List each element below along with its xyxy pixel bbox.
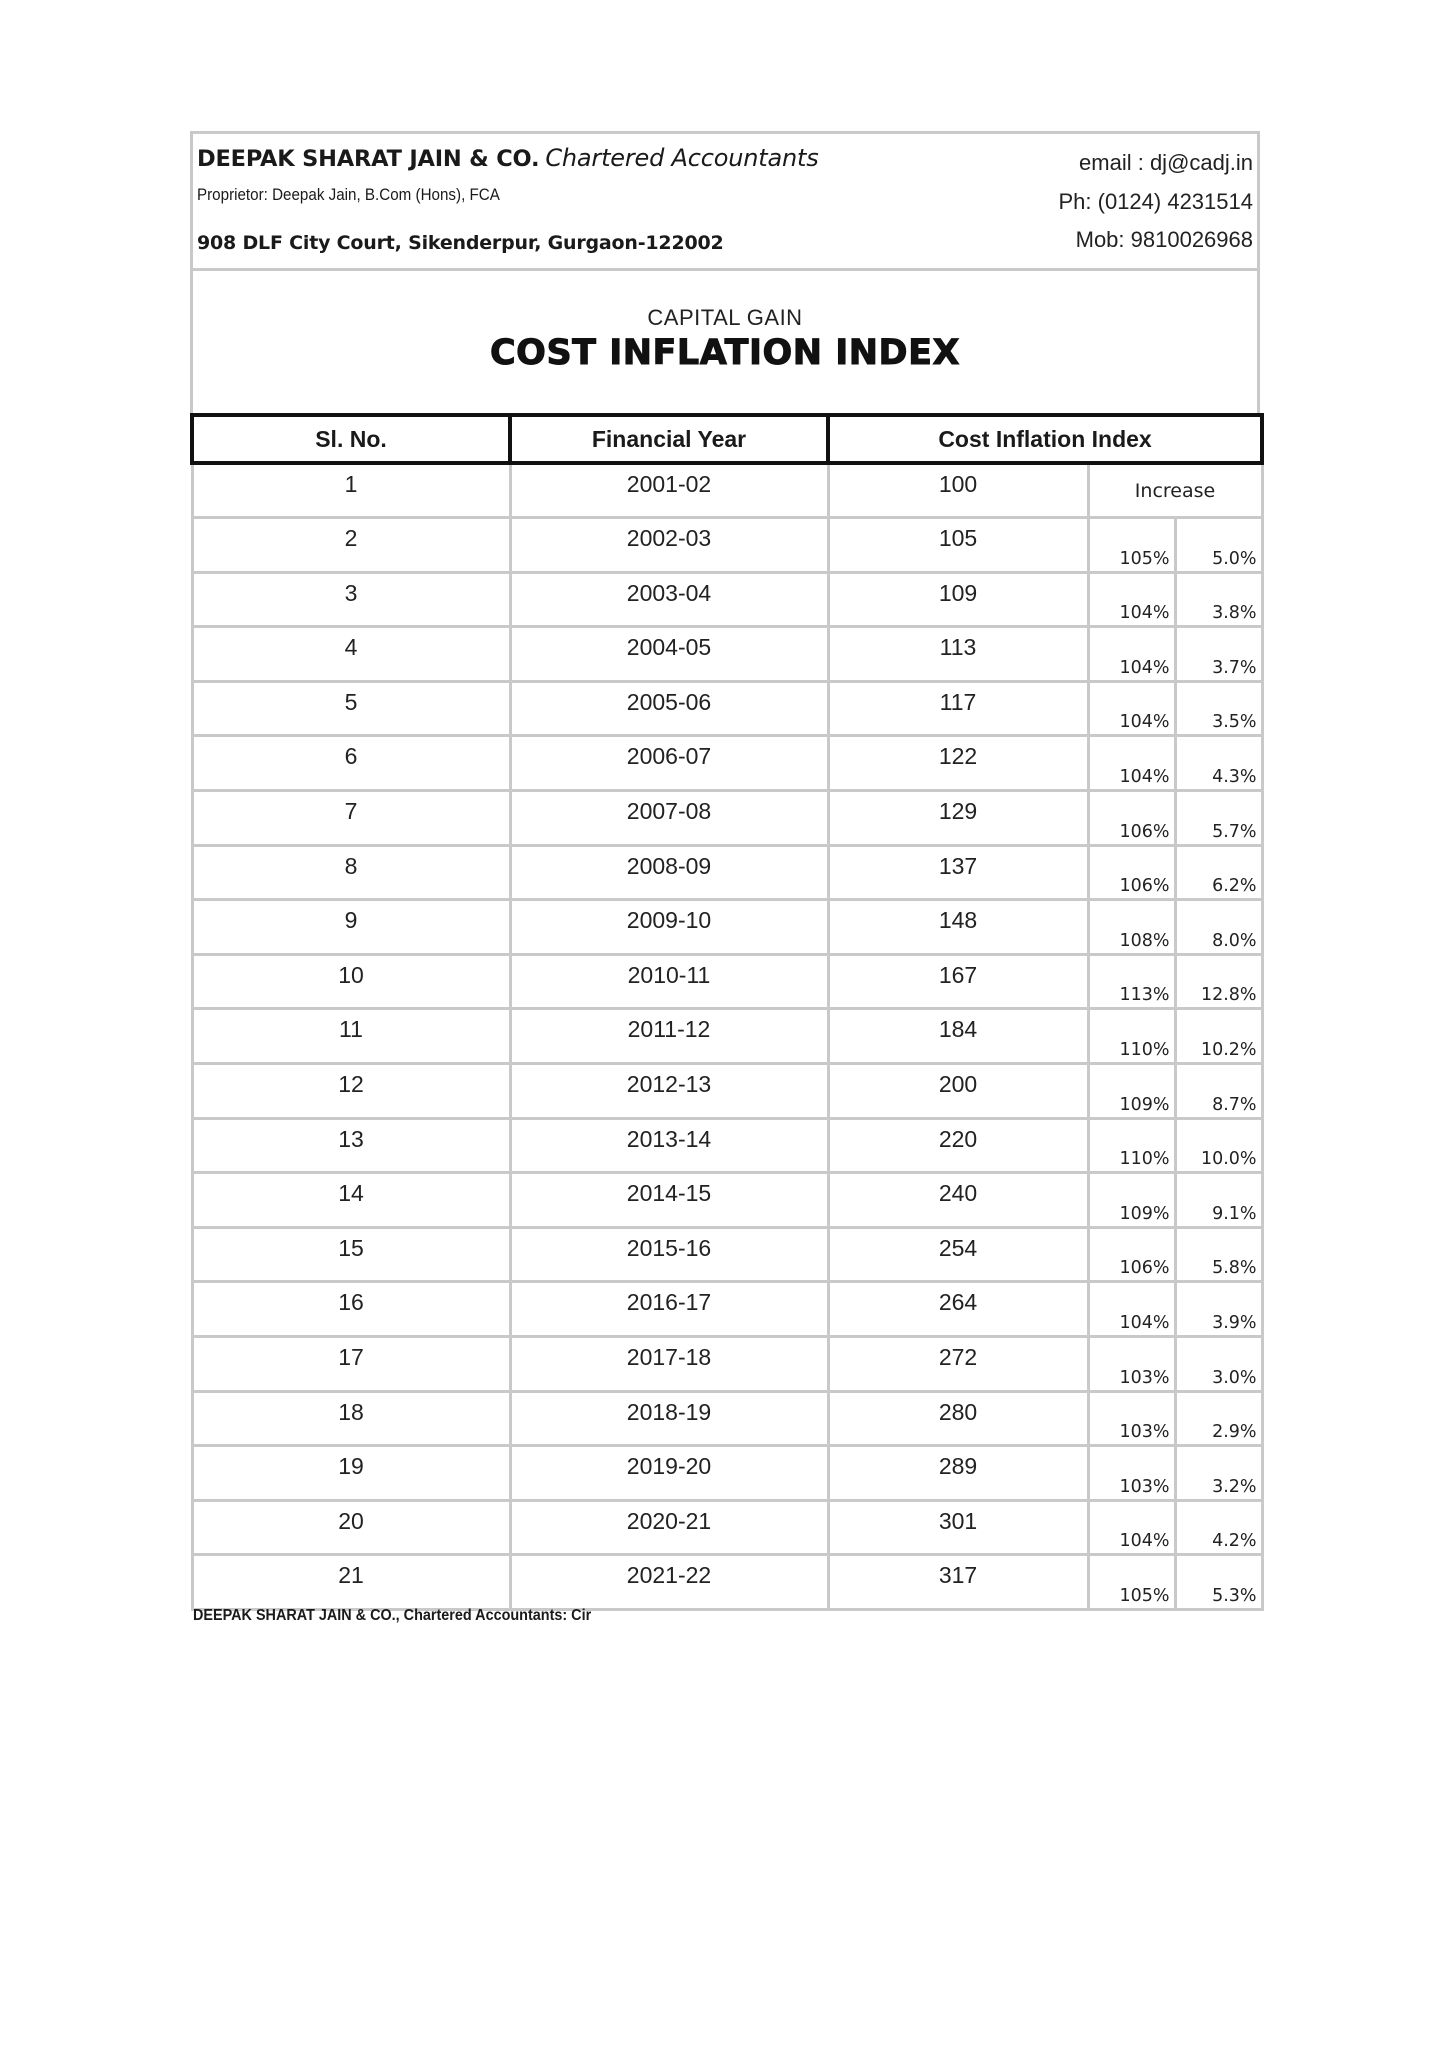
cell-sl-no: 4 xyxy=(192,627,510,682)
cell-increase-ratio: 106% xyxy=(1088,791,1175,846)
table-row xyxy=(192,1064,1262,1119)
firm-type: Chartered Accountants xyxy=(545,144,819,172)
cell-increase-percent: 5.0% xyxy=(1175,518,1262,573)
table-row xyxy=(192,1227,1262,1282)
cell-financial-year: 2007-08 xyxy=(510,791,828,846)
cell-cost-index: 129 xyxy=(828,791,1088,846)
cell-increase-percent: 3.8% xyxy=(1175,572,1262,627)
cell-sl-no: 18 xyxy=(192,1391,510,1446)
cell-increase-percent: 3.7% xyxy=(1175,627,1262,682)
table-row xyxy=(192,1500,1262,1555)
column-header-financial-year: Financial Year xyxy=(510,415,828,463)
cell-increase-ratio: 103% xyxy=(1088,1446,1175,1501)
cell-financial-year: 2004-05 xyxy=(510,627,828,682)
table-row xyxy=(192,1555,1262,1610)
cell-cost-index: 301 xyxy=(828,1500,1088,1555)
cell-sl-no: 2 xyxy=(192,518,510,573)
cell-increase-ratio: 108% xyxy=(1088,900,1175,955)
cell-increase-ratio: 110% xyxy=(1088,1118,1175,1173)
cell-cost-index: 184 xyxy=(828,1009,1088,1064)
table-row xyxy=(192,627,1262,682)
cell-increase-ratio: 103% xyxy=(1088,1337,1175,1392)
firm-address: 908 DLF City Court, Sikenderpur, Gurgaon-122002 xyxy=(197,232,724,254)
cell-sl-no: 15 xyxy=(192,1227,510,1282)
table-row xyxy=(192,954,1262,1009)
proprietor-line: Proprietor: Deepak Jain, B.Com (Hons), FCA xyxy=(197,186,500,204)
cell-increase-percent: 8.0% xyxy=(1175,900,1262,955)
phone-line: Ph: (0124) 4231514 xyxy=(1058,189,1253,214)
table-row xyxy=(192,572,1262,627)
cell-financial-year: 2014-15 xyxy=(510,1173,828,1228)
firm-name: DEEPAK SHARAT JAIN & CO. xyxy=(197,146,540,172)
cell-sl-no: 11 xyxy=(192,1009,510,1064)
column-header-sl-no: Sl. No. xyxy=(192,415,510,463)
cell-increase-percent: 8.7% xyxy=(1175,1064,1262,1119)
cell-sl-no: 19 xyxy=(192,1446,510,1501)
table-row xyxy=(192,900,1262,955)
cell-cost-index: 113 xyxy=(828,627,1088,682)
cell-increase-ratio: 110% xyxy=(1088,1009,1175,1064)
cell-financial-year: 2001-02 xyxy=(510,463,828,518)
cell-increase-percent: 5.8% xyxy=(1175,1227,1262,1282)
cell-sl-no: 16 xyxy=(192,1282,510,1337)
cell-cost-index: 105 xyxy=(828,518,1088,573)
cell-sl-no: 13 xyxy=(192,1118,510,1173)
cell-cost-index: 264 xyxy=(828,1282,1088,1337)
table-header-row xyxy=(192,415,1262,463)
column-header-cost-inflation-index: Cost Inflation Index xyxy=(828,415,1262,463)
table-row xyxy=(192,1391,1262,1446)
cell-cost-index: 137 xyxy=(828,845,1088,900)
cell-financial-year: 2020-21 xyxy=(510,1500,828,1555)
cell-increase-ratio: 104% xyxy=(1088,736,1175,791)
cell-sl-no: 12 xyxy=(192,1064,510,1119)
cell-financial-year: 2018-19 xyxy=(510,1391,828,1446)
table-row xyxy=(192,1282,1262,1337)
cell-increase-ratio: 109% xyxy=(1088,1064,1175,1119)
cell-financial-year: 2013-14 xyxy=(510,1118,828,1173)
cell-cost-index: 317 xyxy=(828,1555,1088,1610)
title-block xyxy=(190,271,1260,413)
table-row xyxy=(192,1118,1262,1173)
cell-sl-no: 14 xyxy=(192,1173,510,1228)
cell-sl-no: 17 xyxy=(192,1337,510,1392)
cell-cost-index: 148 xyxy=(828,900,1088,955)
cell-cost-index: 272 xyxy=(828,1337,1088,1392)
cell-financial-year: 2005-06 xyxy=(510,681,828,736)
table-row xyxy=(192,463,1262,518)
cell-cost-index: 109 xyxy=(828,572,1088,627)
cell-cost-index: 117 xyxy=(828,681,1088,736)
cell-cost-index: 220 xyxy=(828,1118,1088,1173)
cell-increase-ratio: 109% xyxy=(1088,1173,1175,1228)
cell-increase-ratio: 104% xyxy=(1088,572,1175,627)
cell-cost-index: 122 xyxy=(828,736,1088,791)
cell-increase-ratio: 104% xyxy=(1088,627,1175,682)
cell-increase-percent: 9.1% xyxy=(1175,1173,1262,1228)
cell-increase-percent: 5.7% xyxy=(1175,791,1262,846)
cell-increase-percent: 12.8% xyxy=(1175,954,1262,1009)
table-row xyxy=(192,791,1262,846)
cell-increase-ratio: 105% xyxy=(1088,1555,1175,1610)
table-row xyxy=(192,736,1262,791)
cell-sl-no: 9 xyxy=(192,900,510,955)
cell-sl-no: 7 xyxy=(192,791,510,846)
cell-increase-ratio: 105% xyxy=(1088,518,1175,573)
email-line: email : dj@cadj.in xyxy=(1079,150,1253,175)
cost-inflation-table xyxy=(190,413,1264,1611)
cell-increase-percent: 3.0% xyxy=(1175,1337,1262,1392)
cell-financial-year: 2010-11 xyxy=(510,954,828,1009)
cell-increase-ratio: 104% xyxy=(1088,681,1175,736)
page-footer: DEEPAK SHARAT JAIN & CO., Chartered Accountants: Cir xyxy=(193,1607,592,1624)
table-row xyxy=(192,845,1262,900)
cell-increase-percent: 3.2% xyxy=(1175,1446,1262,1501)
table-row xyxy=(192,1337,1262,1392)
cell-increase-percent: 3.5% xyxy=(1175,681,1262,736)
cell-financial-year: 2003-04 xyxy=(510,572,828,627)
cell-cost-index: 240 xyxy=(828,1173,1088,1228)
cell-financial-year: 2012-13 xyxy=(510,1064,828,1119)
table-row xyxy=(192,518,1262,573)
cell-sl-no: 20 xyxy=(192,1500,510,1555)
cell-financial-year: 2002-03 xyxy=(510,518,828,573)
cell-sl-no: 5 xyxy=(192,681,510,736)
table-row xyxy=(192,681,1262,736)
mobile-line: Mob: 9810026968 xyxy=(1075,227,1253,252)
cell-financial-year: 2011-12 xyxy=(510,1009,828,1064)
table-row xyxy=(192,1009,1262,1064)
table-row xyxy=(192,1173,1262,1228)
cell-increase-percent: 4.3% xyxy=(1175,736,1262,791)
cell-sl-no: 10 xyxy=(192,954,510,1009)
cell-increase-percent: 5.3% xyxy=(1175,1555,1262,1610)
cell-increase-ratio: 104% xyxy=(1088,1500,1175,1555)
cell-increase-ratio: 104% xyxy=(1088,1282,1175,1337)
cell-increase-percent: 2.9% xyxy=(1175,1391,1262,1446)
cell-cost-index: 100 xyxy=(828,463,1088,518)
page-subtitle: CAPITAL GAIN xyxy=(647,305,803,330)
cell-increase-ratio: 103% xyxy=(1088,1391,1175,1446)
document-sheet xyxy=(190,131,1260,1611)
cell-sl-no: 21 xyxy=(192,1555,510,1610)
cell-increase-percent: 6.2% xyxy=(1175,845,1262,900)
cell-cost-index: 167 xyxy=(828,954,1088,1009)
cell-increase-percent: 3.9% xyxy=(1175,1282,1262,1337)
firm-name-line xyxy=(197,144,819,172)
cell-financial-year: 2021-22 xyxy=(510,1555,828,1610)
cell-financial-year: 2008-09 xyxy=(510,845,828,900)
cell-cost-index: 254 xyxy=(828,1227,1088,1282)
cell-financial-year: 2016-17 xyxy=(510,1282,828,1337)
page-title: COST INFLATION INDEX xyxy=(490,333,960,373)
cell-financial-year: 2019-20 xyxy=(510,1446,828,1501)
cell-financial-year: 2006-07 xyxy=(510,736,828,791)
cell-financial-year: 2017-18 xyxy=(510,1337,828,1392)
cell-increase-percent: 10.2% xyxy=(1175,1009,1262,1064)
cell-increase-percent: 4.2% xyxy=(1175,1500,1262,1555)
cell-increase-ratio: 113% xyxy=(1088,954,1175,1009)
cell-financial-year: 2009-10 xyxy=(510,900,828,955)
cell-increase-ratio: 106% xyxy=(1088,1227,1175,1282)
cell-sl-no: 6 xyxy=(192,736,510,791)
increase-label: Increase xyxy=(1088,463,1262,518)
cell-sl-no: 1 xyxy=(192,463,510,518)
cell-sl-no: 8 xyxy=(192,845,510,900)
cell-cost-index: 280 xyxy=(828,1391,1088,1446)
cell-financial-year: 2015-16 xyxy=(510,1227,828,1282)
cell-cost-index: 289 xyxy=(828,1446,1088,1501)
letterhead xyxy=(190,131,1260,271)
cell-increase-percent: 10.0% xyxy=(1175,1118,1262,1173)
cell-sl-no: 3 xyxy=(192,572,510,627)
cell-increase-ratio: 106% xyxy=(1088,845,1175,900)
table-row xyxy=(192,1446,1262,1501)
cell-cost-index: 200 xyxy=(828,1064,1088,1119)
